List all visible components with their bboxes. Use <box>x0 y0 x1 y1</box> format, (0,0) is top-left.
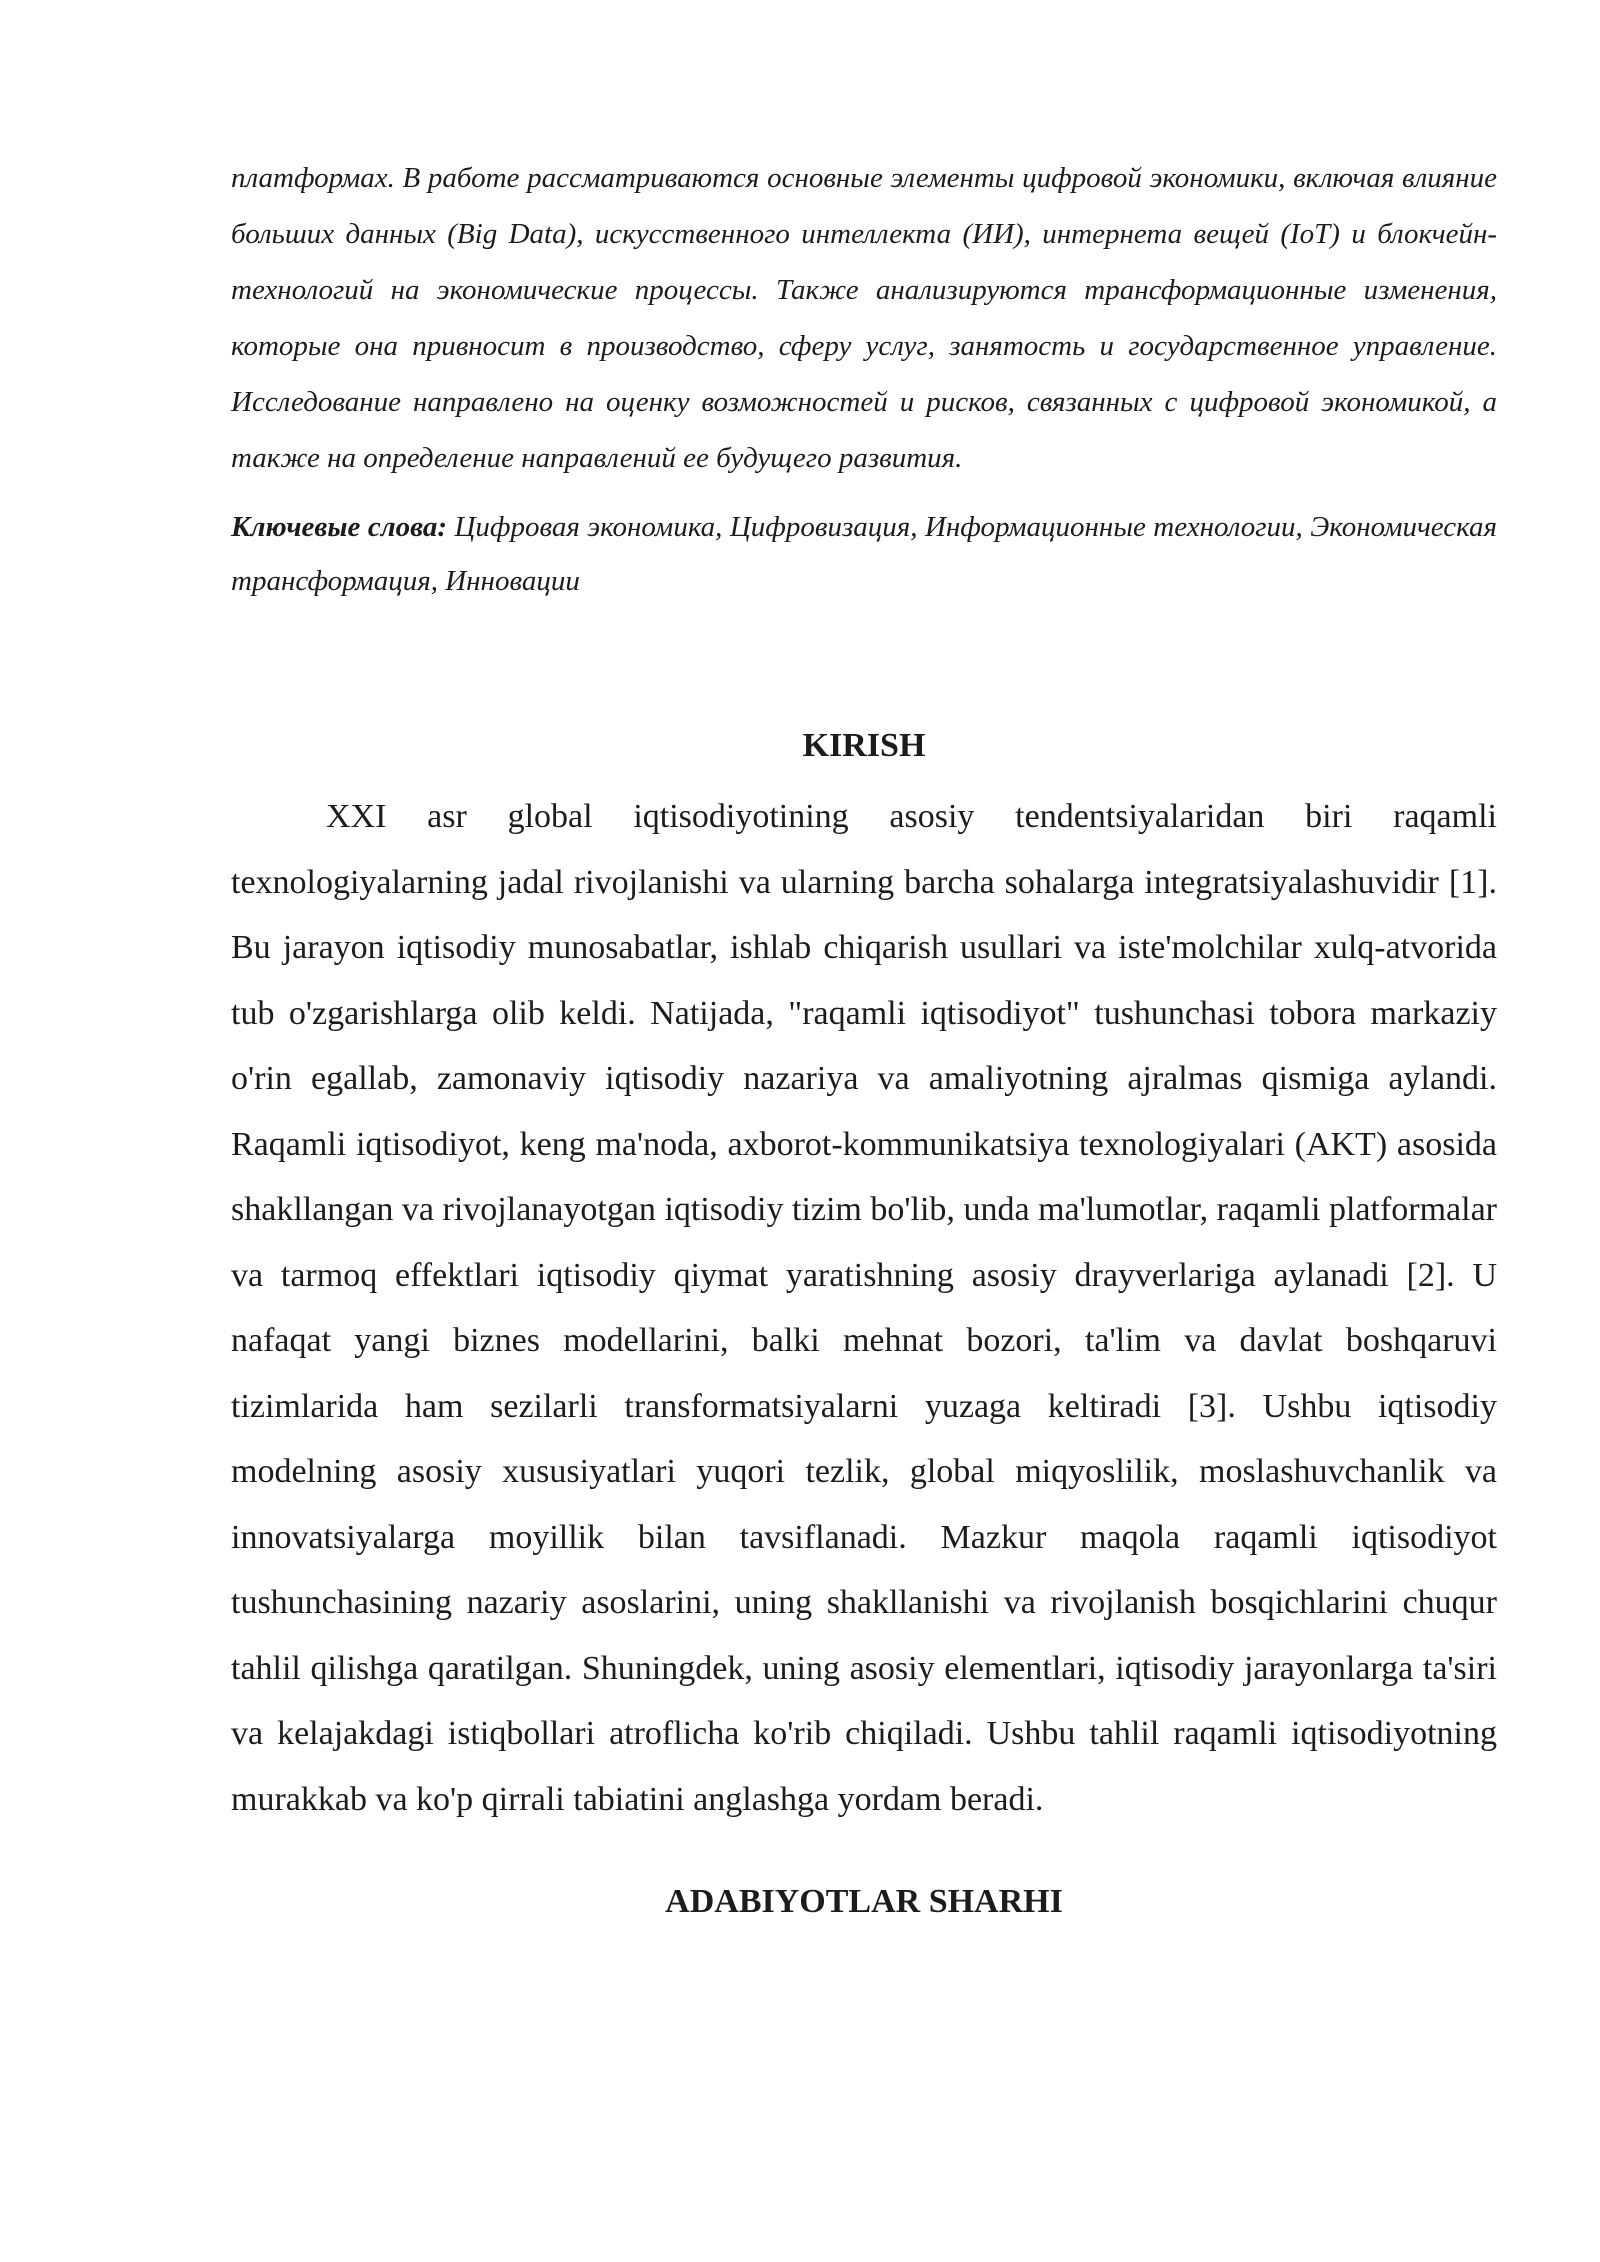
keywords-label: Ключевые слова: <box>231 511 447 543</box>
section-heading-literature-review: ADABIYOTLAR SHARHI <box>665 1883 1063 1920</box>
abstract-paragraph: платформах. В работе рассматриваются основные элементы цифровой экономики, включая влияние больших данных (Big Data), искусственного интеллекта (ИИ), интернета вещей (IoT) и блокчейн-технологий на экономические процессы. Также анализируются трансформационные изменения, которые она привносит в производство, сферу услуг, занятость и государственное управление. Исследование направлено на оценку возможностей и рисков, связанных с цифровой экономикой, а также на определение направлений ее будущего развития. <box>231 162 1497 474</box>
keywords-paragraph <box>231 500 1497 608</box>
document-page <box>231 150 1497 1922</box>
intro-paragraph: XXI asr global iqtisodiyotining asosiy tendentsiyalaridan biri raqamli texnologiyalarning jadal rivojlanishi va ularning barcha sohalarga integratsiyalashuvidir [1]. Bu jarayon iqtisodiy munosabatlar, ishlab chiqarish usullari va iste'molchilar xulq-atvorida tub o'zgarishlarga olib keldi. Natijada, "raqamli iqtisodiyot" tushunchasi tobora markaziy o'rin egallab, zamonaviy iqtisodiy nazariya va amaliyotning ajralmas qismiga aylandi. Raqamli iqtisodiyot, keng ma'noda, axborot-kommunikatsiya texnologiyalari (AKT) asosida shakllangan va rivojlanayotgan iqtisodiy tizim bo'lib, unda ma'lumotlar, raqamli platformalar va tarmoq effektlari iqtisodiy qiymat yaratishning asosiy drayverlariga aylanadi [2]. U nafaqat yangi biznes modellarini, balki mehnat bozori, ta'lim va davlat boshqaruvi tizimlarida ham sezilarli transformatsiyalarni yuzaga keltiradi [3]. Ushbu iqtisodiy modelning asosiy xususiyatlari yuqori tezlik, global miqyoslilik, moslashuvchanlik va innovatsiyalarga moyillik bilan tavsiflanadi. Mazkur maqola raqamli iqtisodiyot tushunchasining nazariy asoslarini, uning shakllanishi va rivojlanish bosqichlarini chuqur tahlil qilishga qaratilgan. Shuningdek, uning asosiy elementlari, iqtisodiy jarayonlarga ta'siri va kelajakdagi istiqbollari atroflicha ko'rib chiqiladi. Ushbu tahlil raqamli iqtisodiyotning murakkab va ko'p qirrali tabiatini anglashga yordam beradi. <box>231 798 1497 1818</box>
section-heading-intro: KIRISH <box>802 727 926 764</box>
keywords-text: Цифровая экономика, Цифровизация, Информационные технологии, Экономическая трансформация, Инновации <box>231 511 1497 597</box>
